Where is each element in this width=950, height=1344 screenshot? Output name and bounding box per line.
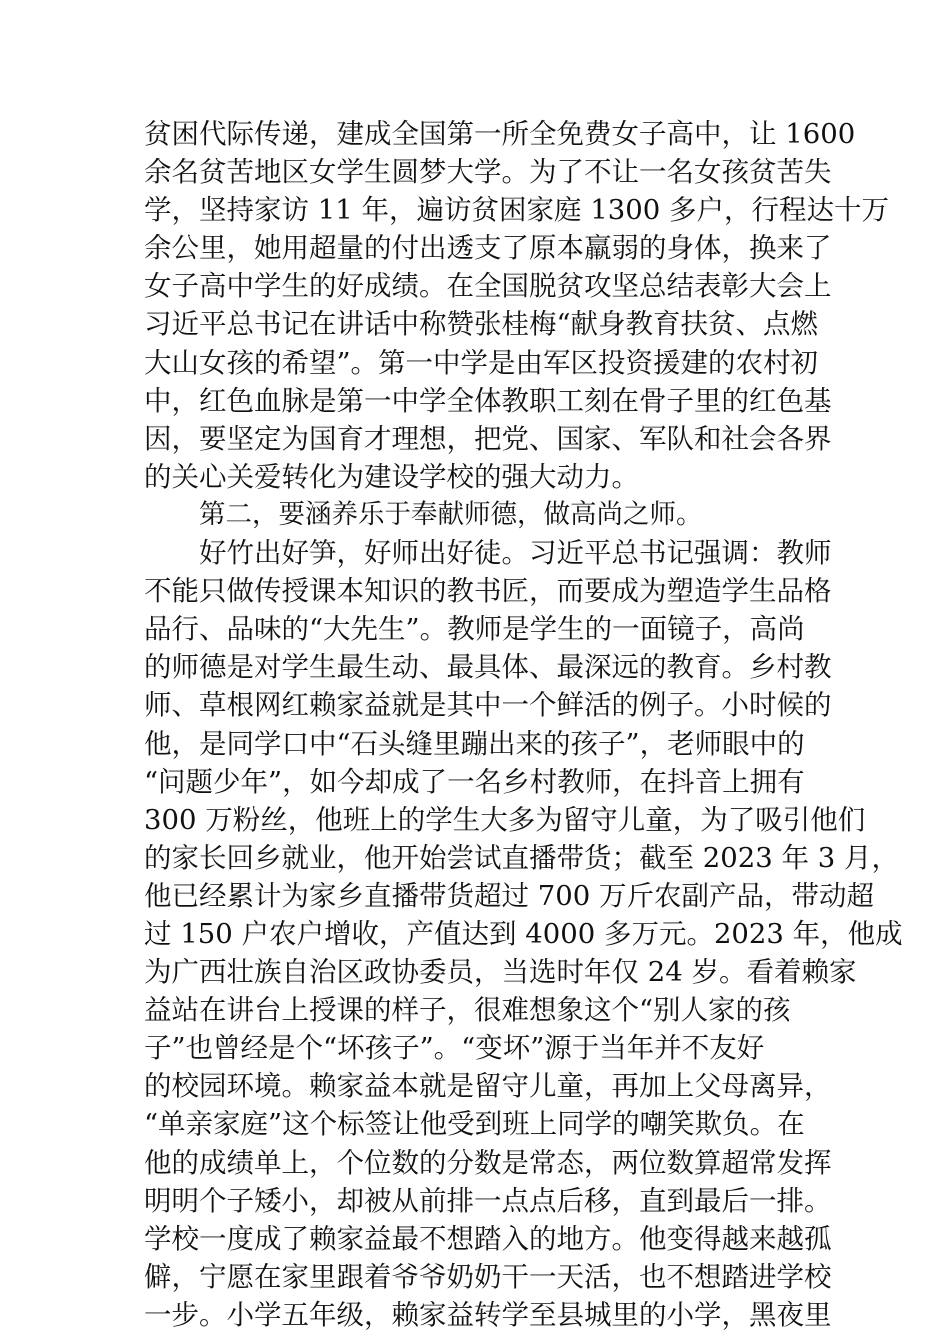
text-line: 习近平总书记在讲话中称赞张桂梅“献身教育扶贫、点燃	[144, 308, 819, 341]
section-heading: 第二，要涵养乐于奉献师德，做高尚之师。	[199, 498, 703, 530]
text-line: 师、草根网红赖家益就是其中一个鲜活的例子。小时候的	[144, 689, 832, 722]
text-line: 学校一度成了赖家益最不想踏入的地方。他变得越来越孤	[144, 1222, 832, 1255]
text-line: 的家长回乡就业，他开始尝试直播带货；截至 2023 年 3 月，	[144, 841, 899, 874]
text-line: 的校园环境。赖家益本就是留守儿童，再加上父母离异，	[144, 1070, 832, 1103]
text-line: 子”也曾经是个“坏孩子”。“变坏”源于当年并不友好	[144, 1032, 765, 1065]
text-line: 大山女孩的希望”。第一中学是由军区投资援建的农村初	[144, 346, 819, 379]
text-line: 余名贫苦地区女学生圆梦大学。为了不让一名女孩贫苦失	[144, 156, 832, 189]
text-line: 学，坚持家访 11 年，遍访贫困家庭 1300 多户，行程达十万	[144, 194, 889, 227]
text-line: 的师德是对学生最生动、最具体、最深远的教育。乡村教	[144, 651, 832, 684]
text-line: 益站在讲台上授课的样子，很难想象这个“别人家的孩	[144, 994, 791, 1027]
text-line: 为广西壮族自治区政协委员，当选时年仅 24 岁。看着赖家	[144, 956, 857, 989]
text-line: 贫困代际传递，建成全国第一所全免费女子高中，让 1600	[144, 118, 856, 150]
paragraph-start: 好竹出好笋，好师出好徒。习近平总书记强调：教师	[199, 537, 832, 570]
text-line: 女子高中学生的好成绩。在全国脱贫攻坚总结表彰大会上	[144, 270, 832, 303]
text-line: 的关心关爱转化为建设学校的强大动力。	[144, 460, 639, 493]
text-line: 他，是同学口中“石头缝里蹦出来的孩子”，老师眼中的	[144, 727, 805, 760]
text-line: 余公里，她用超量的付出透支了原本羸弱的身体，换来了	[144, 232, 832, 265]
text-line: 不能只做传授课本知识的教书匠，而要成为塑造学生品格	[144, 575, 832, 608]
text-line: 品行、品味的“大先生”。教师是学生的一面镜子，高尚	[144, 613, 805, 646]
text-line: 因，要坚定为国育才理想，把党、国家、军队和社会各界	[144, 422, 832, 455]
text-line: 明明个子矮小，却被从前排一点点后移，直到最后一排。	[144, 1184, 832, 1217]
text-line: 他已经累计为家乡直播带货超过 700 万斤农副产品，带动超	[144, 879, 874, 912]
text-line: 300 万粉丝，他班上的学生大多为留守儿童，为了吸引他们	[144, 803, 866, 836]
text-line: 他的成绩单上，个位数的分数是常态，两位数算超常发挥	[144, 1146, 832, 1179]
text-line: 僻，宁愿在家里跟着爷爷奶奶干一天活，也不想踏进学校	[144, 1260, 832, 1293]
body-text	[144, 115, 903, 1334]
text-line: 中，红色血脉是第一中学全体教职工刻在骨子里的红色基	[144, 384, 832, 417]
text-line: 过 150 户农户增收，产值达到 4000 多万元。2023 年，他成	[144, 917, 903, 950]
text-line: 一步。小学五年级，赖家益转学至县城里的小学，黑夜里	[144, 1298, 832, 1331]
text-line: “单亲家庭”这个标签让他受到班上同学的嘲笑欺负。在	[144, 1108, 805, 1141]
text-line: “问题少年”，如今却成了一名乡村教师，在抖音上拥有	[144, 765, 805, 798]
